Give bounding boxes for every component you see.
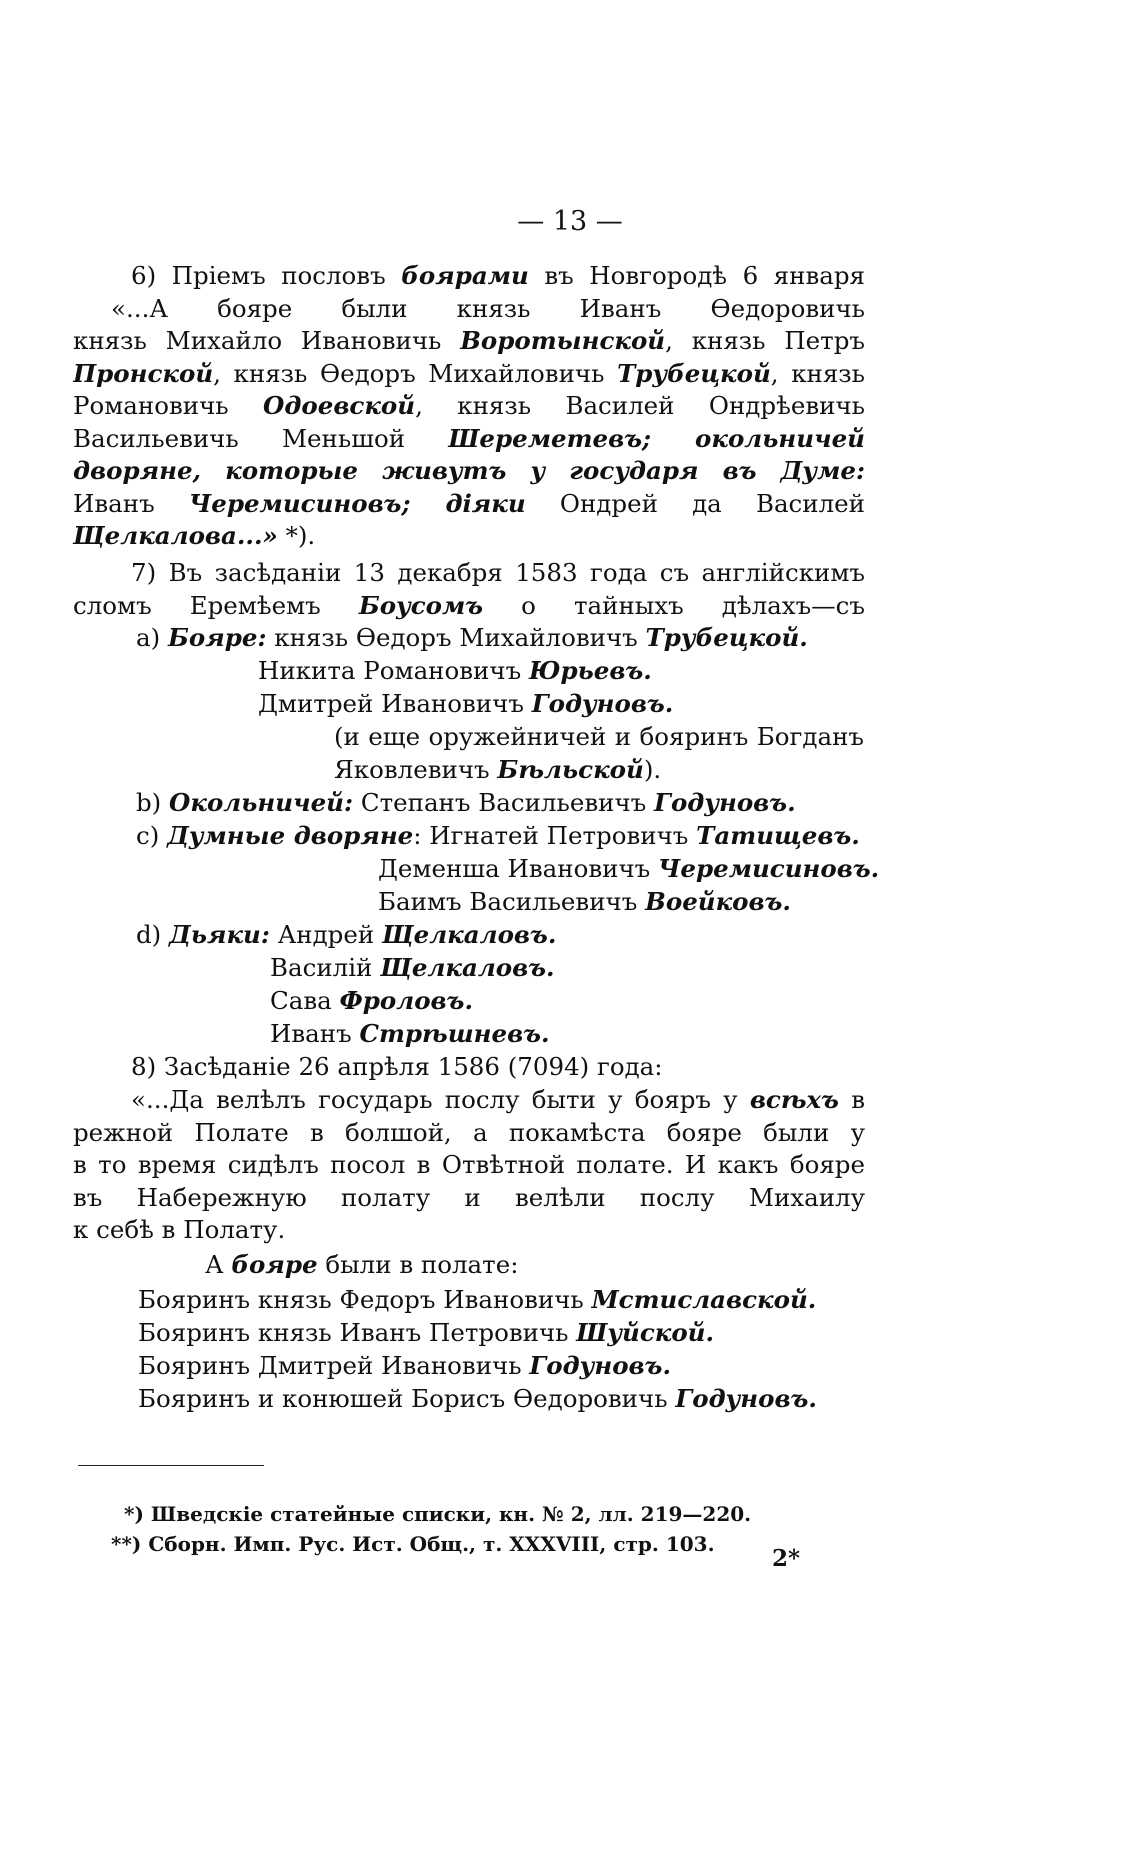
section-7-intro bbox=[73, 557, 865, 622]
text-line: Романовичь Одоевской, князь Василей Ондрѣевичь bbox=[73, 391, 865, 420]
emphasized-name: Годуновъ. bbox=[675, 1384, 817, 1413]
text-line: Васильевичь Меньшой Шереметевъ; окольничей bbox=[73, 423, 865, 453]
emphasized-name: Воротынской bbox=[460, 326, 666, 355]
emphasized-name: Черемисиновъ; діяки bbox=[188, 488, 526, 518]
emphasized-name: Шереметевъ; окольничей bbox=[448, 423, 865, 453]
footnote-divider bbox=[78, 1465, 264, 1466]
emphasized-name: Татищевъ. bbox=[696, 821, 860, 850]
footnote-1: *) Шведскіе статейные списки, кн. № 2, лл. 219—220. bbox=[124, 1502, 752, 1526]
emphasized-name: Боусомъ bbox=[358, 590, 484, 620]
emphasized-name: Бояре: bbox=[167, 623, 267, 652]
emphasized-name: Дьяки: bbox=[169, 920, 270, 949]
list-item-a-sub: Никита Романовичъ Юрьевъ. bbox=[258, 656, 652, 685]
emphasized-name: Юрьевъ. bbox=[528, 656, 652, 685]
emphasized-name: Шуйской. bbox=[576, 1318, 715, 1347]
emphasized-name: Бѣльской bbox=[497, 755, 644, 784]
text-line: в то время сидѣлъ посол в Отвѣтной полате. И какъ бояре bbox=[73, 1150, 865, 1179]
text-line: 7) Въ засѣданіи 13 декабря 1583 года съ англійскимъ bbox=[131, 558, 865, 587]
text-line: режной Полате в болшой, а покамѣста бояре были у bbox=[73, 1117, 865, 1147]
boyar-line: Бояринъ князь Иванъ Петровичь Шуйской. bbox=[138, 1318, 715, 1347]
emphasized-name: Воейковъ. bbox=[645, 887, 791, 916]
emphasized-name: Пронской bbox=[73, 358, 214, 388]
list-item-a-sub: Дмитрей Ивановичъ Годуновъ. bbox=[258, 689, 674, 718]
list-item-a-note: (и еще оружейничей и бояринъ Богданъ bbox=[334, 722, 864, 751]
emphasized-name: дворяне, которые живутъ у государя въ Думе: bbox=[73, 456, 865, 485]
text-line: к себѣ в Полату. bbox=[73, 1215, 286, 1244]
list-item-d-sub: Василій Щелкаловъ. bbox=[270, 953, 555, 982]
boyar-line: Бояринъ и конюшей Борисъ Өедоровичь Годуновъ. bbox=[138, 1384, 817, 1413]
text-line: сломъ Еремѣемъ Боусомъ о тайныхъ дѣлахъ—съ bbox=[73, 590, 865, 620]
emphasized-name: Стрѣшневъ. bbox=[359, 1019, 550, 1048]
emphasized-name: Думные дворяне bbox=[167, 821, 414, 850]
emphasized-name: Черемисиновъ. bbox=[658, 854, 880, 883]
emphasized-name: Трубецкой. bbox=[645, 623, 808, 652]
emphasized-name: Щелкалова...» bbox=[73, 521, 278, 550]
signature-mark: 2* bbox=[772, 1545, 801, 1572]
text-line: Щелкалова...» *). bbox=[73, 521, 316, 550]
list-item-d-sub: Иванъ Стрѣшневъ. bbox=[270, 1019, 550, 1048]
text-line bbox=[73, 455, 865, 488]
emphasized-name: боярами bbox=[401, 261, 529, 290]
boyars-intro: А бояре были в полате: bbox=[205, 1250, 519, 1279]
text-line: «...Да велѣлъ государь послу быти у бояръ у всѣхъ в bbox=[131, 1085, 865, 1114]
emphasized-name: Годуновъ. bbox=[531, 689, 674, 718]
list-item-d: d) Дьяки: Андрей Щелкаловъ. bbox=[136, 920, 557, 949]
emphasized-name: Одоевской bbox=[263, 391, 416, 420]
section-6 bbox=[73, 260, 865, 553]
text-line: князь Михайло Ивановичь Воротынской, князь Петръ bbox=[73, 326, 865, 355]
text-line: Иванъ Черемисиновъ; діяки Ондрей да Василей bbox=[73, 488, 865, 518]
page-number: — 13 — bbox=[517, 206, 623, 237]
emphasized-name: Годуновъ. bbox=[654, 788, 796, 817]
emphasized-name: Фроловъ. bbox=[339, 986, 473, 1015]
emphasized-name: бояре bbox=[231, 1250, 318, 1279]
boyar-line: Бояринъ Дмитрей Ивановичь Годуновъ. bbox=[138, 1351, 671, 1380]
emphasized-name: Трубецкой bbox=[617, 358, 771, 388]
text-line: «...А бояре были князь Иванъ Өедоровичь bbox=[111, 293, 865, 323]
emphasized-name: Годуновъ. bbox=[529, 1351, 671, 1380]
text-line: 6) Пріемъ пословъ боярами въ Новгородѣ 6 января bbox=[131, 261, 865, 290]
list-item-c: c) Думные дворяне: Игнатей Петровичъ Татищевъ. bbox=[136, 821, 860, 850]
section-8-quote bbox=[73, 1084, 865, 1247]
emphasized-name: всѣхъ bbox=[749, 1085, 839, 1114]
emphasized-name: Мстиславской. bbox=[591, 1285, 817, 1314]
list-item-d-sub: Сава Фроловъ. bbox=[270, 986, 473, 1015]
boyar-line: Бояринъ князь Федоръ Ивановичь Мстиславской. bbox=[138, 1285, 817, 1314]
footnote-2: **) Сборн. Имп. Рус. Ист. Общ., т. XXXVIII, стр. 103. bbox=[111, 1532, 715, 1556]
text-line: Пронской, князь Өедоръ Михайловичь Трубецкой, князь bbox=[73, 358, 865, 388]
text-line: въ Набережную полату и велѣли послу Михаилу bbox=[73, 1182, 865, 1212]
emphasized-name: Окольничей: bbox=[169, 788, 354, 817]
list-item-a: а) Бояре: князь Өедоръ Михайловичъ Трубецкой. bbox=[136, 623, 808, 652]
list-item-c-sub: Деменша Ивановичъ Черемисиновъ. bbox=[378, 854, 880, 883]
section-8-title: 8) Засѣданіе 26 апрѣля 1586 (7094) года: bbox=[131, 1052, 663, 1081]
list-item-b: b) Окольничей: Степанъ Васильевичъ Годуновъ. bbox=[136, 788, 796, 817]
list-item-a-note: Яковлевичъ Бѣльской). bbox=[334, 755, 662, 784]
list-item-c-sub: Баимъ Васильевичъ Воейковъ. bbox=[378, 887, 791, 916]
emphasized-name: Щелкаловъ. bbox=[380, 953, 555, 982]
emphasized-name: Щелкаловъ. bbox=[381, 920, 557, 949]
